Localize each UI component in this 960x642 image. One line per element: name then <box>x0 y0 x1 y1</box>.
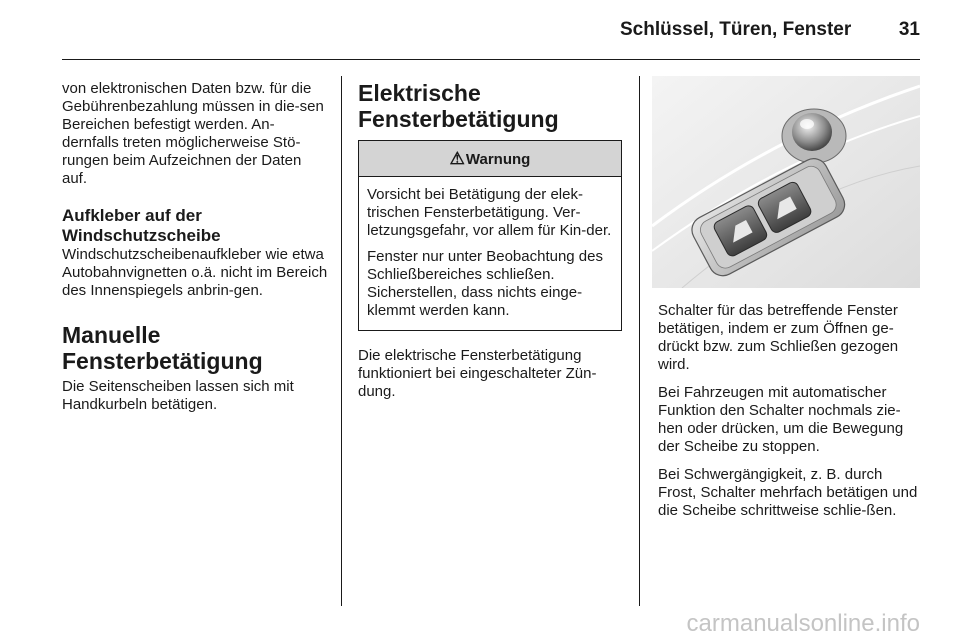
column-divider-left <box>341 76 342 606</box>
warning-paragraph-2: Fenster nur unter Beobachtung des Schließbereiches schließen. Sicherstellen, dass nichts einge-klemmt werden kann. <box>367 248 603 319</box>
warning-paragraph-1: Vorsicht bei Betätigung der elek-trischen Fensterbetätigung. Ver-letzungsgefahr, vor allem für Kin-der. <box>367 186 612 239</box>
switch-paragraph-3: Bei Schwergängigkeit, z. B. durch Frost, Schalter mehrfach betätigen und die Scheibe schrittweise schlie-ßen. <box>658 466 918 519</box>
intro-paragraph: von elektronischen Daten bzw. für die Gebührenbezahlung müssen in die-sen Bereichen befestigt werden. An-dernfalls treten möglicherweise Stö-rungen beim Aufzeichnen der Daten auf. <box>62 80 324 187</box>
switch-paragraph-2: Bei Fahrzeugen mit automatischer Funktion den Schalter nochmals zie-hen oder drücken, um die Bewegung der Scheibe zu stoppen. <box>658 384 904 455</box>
watermark-text: carmanualsonline.info <box>686 610 920 637</box>
column-2 <box>358 80 622 411</box>
page-number: 31 <box>898 19 920 40</box>
column-1 <box>62 80 330 424</box>
manual-window-paragraph: Die Seitenscheiben lassen sich mit Handkurbeln betätigen. <box>62 378 294 413</box>
electric-window-heading: Elektrische Fensterbetätigung <box>358 80 559 132</box>
electric-window-paragraph: Die elektrische Fensterbetätigung funktioniert bei eingeschalteter Zün-dung. <box>358 347 597 400</box>
column-3 <box>658 302 924 530</box>
manual-window-heading: Manuelle Fensterbetätigung <box>62 322 263 374</box>
column-divider-right <box>639 76 640 606</box>
warning-body <box>359 177 621 330</box>
switch-paragraph-1: Schalter für das betreffende Fenster betätigen, indem er zum Öffnen ge-drückt bzw. zum Schließen gezogen wird. <box>658 302 899 373</box>
page-header-title: Schlüssel, Türen, Fenster <box>620 19 852 40</box>
sticker-paragraph: Windschutzscheibenaufkleber wie etwa Autobahnvignetten o.ä. nicht im Bereich des Innenspiegels anbrin-gen. <box>62 246 328 299</box>
warning-header <box>359 141 621 177</box>
warning-box <box>358 140 622 331</box>
warning-label: Warnung <box>465 151 531 168</box>
window-switch-illustration <box>652 76 920 288</box>
sticker-heading: Aufkleber auf der Windschutzscheibe <box>62 206 221 245</box>
warning-triangle-icon: ⚠ <box>449 149 465 168</box>
header-divider <box>62 59 920 60</box>
